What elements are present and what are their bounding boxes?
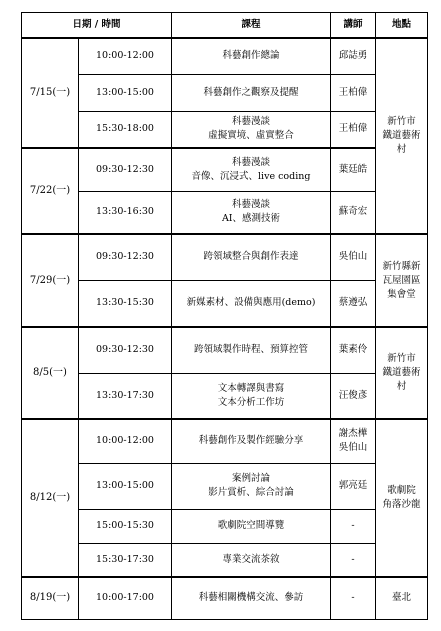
lecturer-name: 王柏偉 [338, 123, 368, 135]
course-cell [172, 74, 331, 111]
table-row [22, 280, 428, 327]
table-row [22, 234, 428, 280]
lecturer-name: 汪俊彥 [338, 389, 368, 401]
course-line: 專業交流茶敘 [222, 553, 280, 565]
location-cell [376, 419, 428, 577]
course-line: 虛擬實境、虛實整合 [208, 130, 294, 142]
lecturer-cell [331, 327, 376, 373]
lecturer-cell [331, 191, 376, 234]
course-cell [172, 419, 331, 463]
table-row [22, 111, 428, 148]
course-line: 科藝創作之觀察及提醒 [203, 86, 299, 98]
time-cell: 10:00-12:00 [79, 38, 172, 74]
course-cell [172, 463, 331, 509]
lecturer-name: 吳伯山 [338, 442, 368, 454]
date-cell: 8/12(一) [22, 419, 79, 577]
header-lecturer: 講師 [331, 13, 376, 39]
location-cell [376, 234, 428, 327]
course-cell [172, 509, 331, 543]
location-line: 鐵道藝術 [382, 130, 421, 141]
lecturer-cell [331, 38, 376, 74]
schedule-table [21, 12, 428, 620]
time-cell: 13:30-17:30 [79, 373, 172, 419]
lecturer-cell [331, 280, 376, 327]
course-line: 案例討論 [231, 473, 270, 484]
lecturer-cell [331, 419, 376, 463]
time-cell: 15:30-17:30 [79, 543, 172, 577]
course-line: 文本分析工作坊 [217, 396, 285, 408]
course-line: 文本轉譯與書寫 [217, 382, 285, 394]
course-line: 科藝創作總論 [222, 50, 280, 62]
header-row [22, 13, 428, 39]
date-cell: 8/5(一) [22, 327, 79, 419]
course-line: AI、感測技術 [221, 213, 281, 225]
lecturer-name: 謝杰樺 [338, 428, 368, 440]
course-line: 新媒素材、設備與應用(demo) [186, 297, 316, 309]
location-line: 集會堂 [387, 288, 416, 300]
course-cell [172, 234, 331, 280]
time-cell: 15:30-18:00 [79, 111, 172, 148]
course-line: 歌劇院空間導覽 [217, 520, 285, 531]
course-cell [172, 373, 331, 419]
header-course: 課程 [172, 13, 331, 39]
location-line: 村 [396, 381, 407, 392]
table-row [22, 373, 428, 419]
lecturer-cell [331, 373, 376, 419]
lecturer-name: 王柏偉 [338, 86, 368, 98]
header-date-time: 日期 / 時間 [22, 13, 172, 39]
lecturer-name: 郭亮廷 [338, 480, 368, 491]
course-line: 音像、沉浸式、live coding [191, 170, 311, 182]
header-location: 地點 [376, 13, 428, 39]
course-cell [172, 327, 331, 373]
location-line: 角落沙龍 [382, 499, 421, 510]
date-cell: 7/15(一) [22, 38, 79, 148]
table-row [22, 419, 428, 463]
course-cell [172, 148, 331, 191]
time-cell: 10:00-12:00 [79, 419, 172, 463]
time-cell: 09:30-12:30 [79, 148, 172, 191]
lecturer-name: 邱誌勇 [338, 50, 368, 62]
course-line: 科藝漫談 [231, 199, 270, 211]
lecturer-name: - [351, 592, 355, 604]
lecturer-name: - [351, 553, 355, 565]
date-cell: 7/22(一) [22, 148, 79, 234]
date-cell: 8/19(一) [22, 577, 79, 619]
course-cell [172, 111, 331, 148]
time-cell: 15:00-15:30 [79, 509, 172, 543]
time-cell: 13:00-15:00 [79, 463, 172, 509]
course-line: 科藝漫談 [231, 116, 270, 128]
course-line: 跨領域整合與創作表達 [203, 251, 299, 263]
course-line: 科藝漫談 [231, 156, 270, 168]
lecturer-cell [331, 509, 376, 543]
lecturer-name: - [351, 520, 355, 531]
course-line: 影片賞析、綜合討論 [208, 487, 294, 498]
lecturer-name: 吳伯山 [338, 251, 368, 263]
course-line: 跨領域製作時程、預算控管 [193, 344, 308, 356]
course-cell [172, 577, 331, 619]
lecturer-name: 葉廷皓 [338, 163, 368, 175]
location-cell [376, 38, 428, 234]
time-cell: 09:30-12:30 [79, 327, 172, 373]
time-cell: 13:30-16:30 [79, 191, 172, 234]
lecturer-name: 蘇奇宏 [338, 206, 368, 218]
lecturer-cell [331, 234, 376, 280]
time-cell: 13:00-15:00 [79, 74, 172, 111]
lecturer-cell [331, 543, 376, 577]
lecturer-cell [331, 148, 376, 191]
table-row [22, 148, 428, 191]
location-line: 歌劇院 [387, 485, 416, 496]
lecturer-cell [331, 74, 376, 111]
time-cell: 13:30-15:30 [79, 280, 172, 327]
location-line: 村 [396, 144, 407, 155]
location-line: 新竹縣新 [382, 260, 421, 272]
table-row [22, 577, 428, 619]
lecturer-cell [331, 463, 376, 509]
table-row [22, 463, 428, 509]
lecturer-name: 葉素伶 [338, 344, 368, 356]
lecturer-cell [331, 577, 376, 619]
lecturer-cell [331, 111, 376, 148]
course-cell [172, 543, 331, 577]
course-cell [172, 191, 331, 234]
course-cell [172, 38, 331, 74]
location-line: 鐵道藝術 [382, 367, 421, 378]
table-row [22, 543, 428, 577]
location-line: 臺北 [391, 592, 411, 604]
table-row [22, 74, 428, 111]
course-cell [172, 280, 331, 327]
course-line: 科藝相關機構交流、參訪 [198, 592, 304, 604]
table-row [22, 38, 428, 74]
time-cell: 10:00-17:00 [79, 577, 172, 619]
location-line: 新竹市 [387, 353, 416, 364]
course-line: 科藝創作及製作經驗分享 [198, 435, 304, 447]
date-cell: 7/29(一) [22, 234, 79, 327]
location-cell [376, 327, 428, 419]
location-line: 瓦屋園區 [382, 274, 421, 286]
location-cell [376, 577, 428, 619]
lecturer-name: 蔡遵弘 [338, 297, 368, 309]
time-cell: 09:30-12:30 [79, 234, 172, 280]
table-row [22, 191, 428, 234]
location-line: 新竹市 [387, 116, 416, 127]
table-row [22, 509, 428, 543]
table-row [22, 327, 428, 373]
